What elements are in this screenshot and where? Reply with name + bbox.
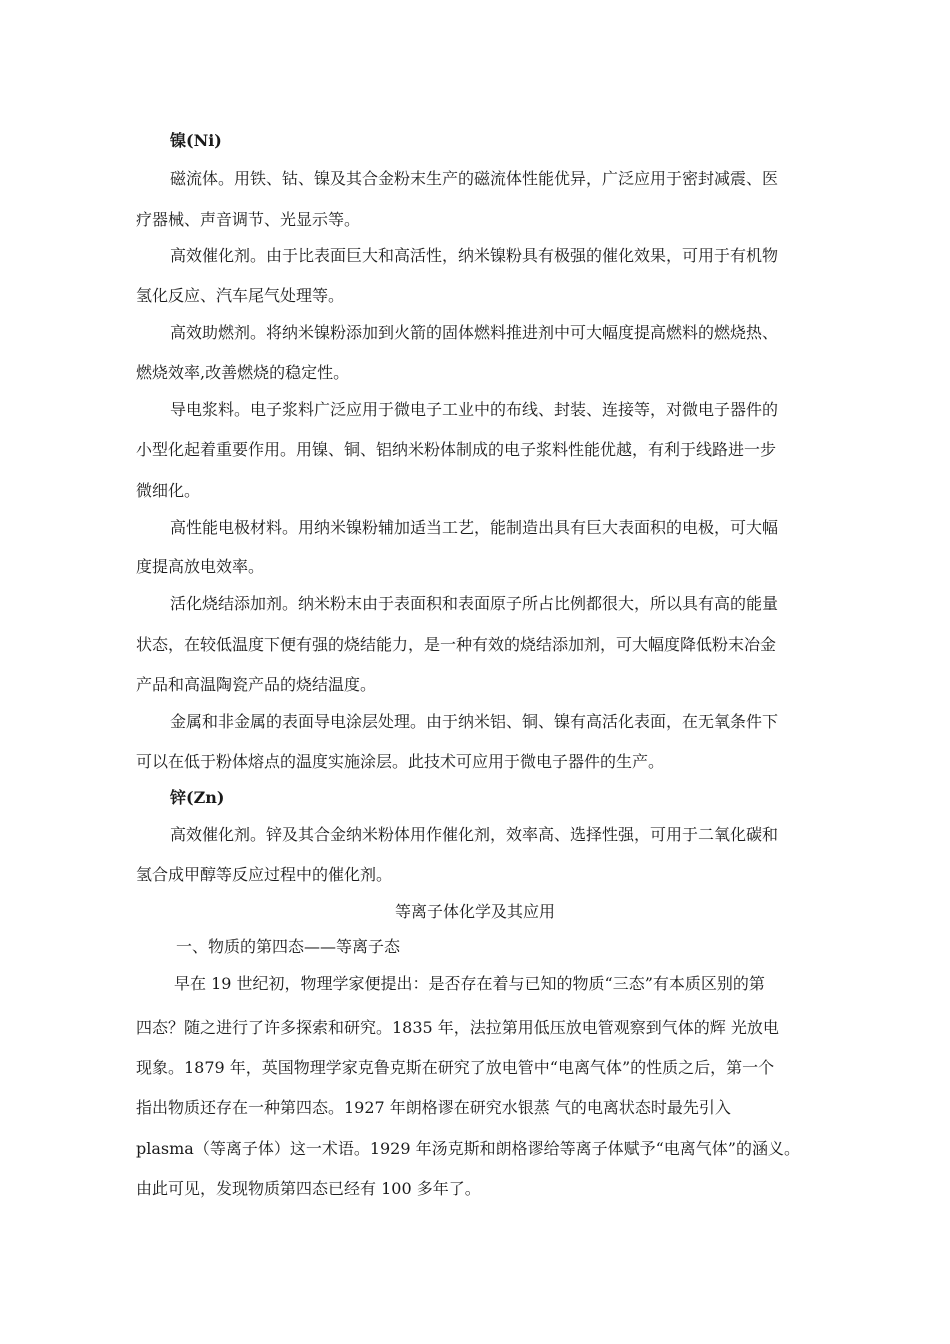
- paragraph-line: 现象。1879 年，英国物理学家克鲁克斯在研究了放电管中“电离气体”的性质之后，第一个: [136, 1058, 775, 1077]
- paragraph-line: 可以在低于粉体熔点的温度实施涂层。此技术可应用于微电子器件的生产。: [136, 752, 665, 771]
- paragraph-line: 指出物质还存在一种第四态。1927 年朗格谬在研究水银蒸 气的电离状态时最先引入: [136, 1098, 731, 1117]
- paragraph-line: 磁流体。用铁、钴、镍及其合金粉末生产的磁流体性能优异，广泛应用于密封减震、医: [170, 169, 779, 188]
- paragraph-line: 四态？随之进行了许多探索和研究。1835 年，法拉第用低压放电管观察到气体的辉 光放电: [136, 1018, 779, 1037]
- paragraph-line: 金属和非金属的表面导电涂层处理。由于纳米铝、铜、镍有高活化表面，在无氧条件下: [170, 712, 779, 731]
- section-heading-nickel: 镍(Ni): [170, 131, 222, 150]
- paragraph-line: 燃烧效率,改善燃烧的稳定性。: [136, 363, 350, 382]
- paragraph-line: 氢化反应、汽车尾气处理等。: [136, 286, 345, 305]
- paragraph-line: 由此可见，发现物质第四态已经有 100 多年了。: [136, 1179, 481, 1198]
- paragraph-line: 早在 19 世纪初，物理学家便提出：是否存在着与已知的物质“三态”有本质区别的第: [174, 974, 765, 993]
- article-title: 等离子体化学及其应用: [394, 902, 555, 921]
- paragraph-line: 高效催化剂。锌及其合金纳米粉体用作催化剂，效率高、选择性强，可用于二氧化碳和: [170, 825, 779, 844]
- paragraph-line: plasma（等离子体）这一术语。1929 年汤克斯和朗格谬给等离子体赋予“电离气体”的涵义。: [136, 1139, 800, 1158]
- paragraph-line: 高性能电极材料。用纳米镍粉辅加适当工艺，能制造出具有巨大表面积的电极，可大幅: [170, 518, 779, 537]
- paragraph-line: 产品和高温陶瓷产品的烧结温度。: [136, 675, 377, 694]
- paragraph-line: 小型化起着重要作用。用镍、铜、铝纳米粉体制成的电子浆料性能优越，有利于线路进一步: [136, 440, 777, 459]
- section-heading-zinc: 锌(Zn): [170, 788, 225, 807]
- paragraph-line: 疗器械、声音调节、光显示等。: [136, 210, 361, 229]
- paragraph-line: 状态，在较低温度下便有强的烧结能力，是一种有效的烧结添加剂，可大幅度降低粉末冶金: [136, 635, 777, 654]
- paragraph-line: 高效催化剂。由于比表面巨大和高活性，纳米镍粉具有极强的催化效果，可用于有机物: [170, 246, 779, 265]
- paragraph-line: 活化烧结添加剂。纳米粉末由于表面积和表面原子所占比例都很大，所以具有高的能量: [170, 594, 779, 613]
- paragraph-line: 微细化。: [136, 481, 201, 500]
- paragraph-line: 高效助燃剂。将纳米镍粉添加到火箭的固体燃料推进剂中可大幅度提高燃料的燃烧热、: [170, 323, 779, 342]
- paragraph-line: 导电浆料。电子浆料广泛应用于微电子工业中的布线、封装、连接等，对微电子器件的: [170, 400, 779, 419]
- section-subheading: 一、物质的第四态——等离子态: [176, 937, 401, 956]
- paragraph-line: 度提高放电效率。: [136, 557, 265, 576]
- paragraph-line: 氢合成甲醇等反应过程中的催化剂。: [136, 865, 393, 884]
